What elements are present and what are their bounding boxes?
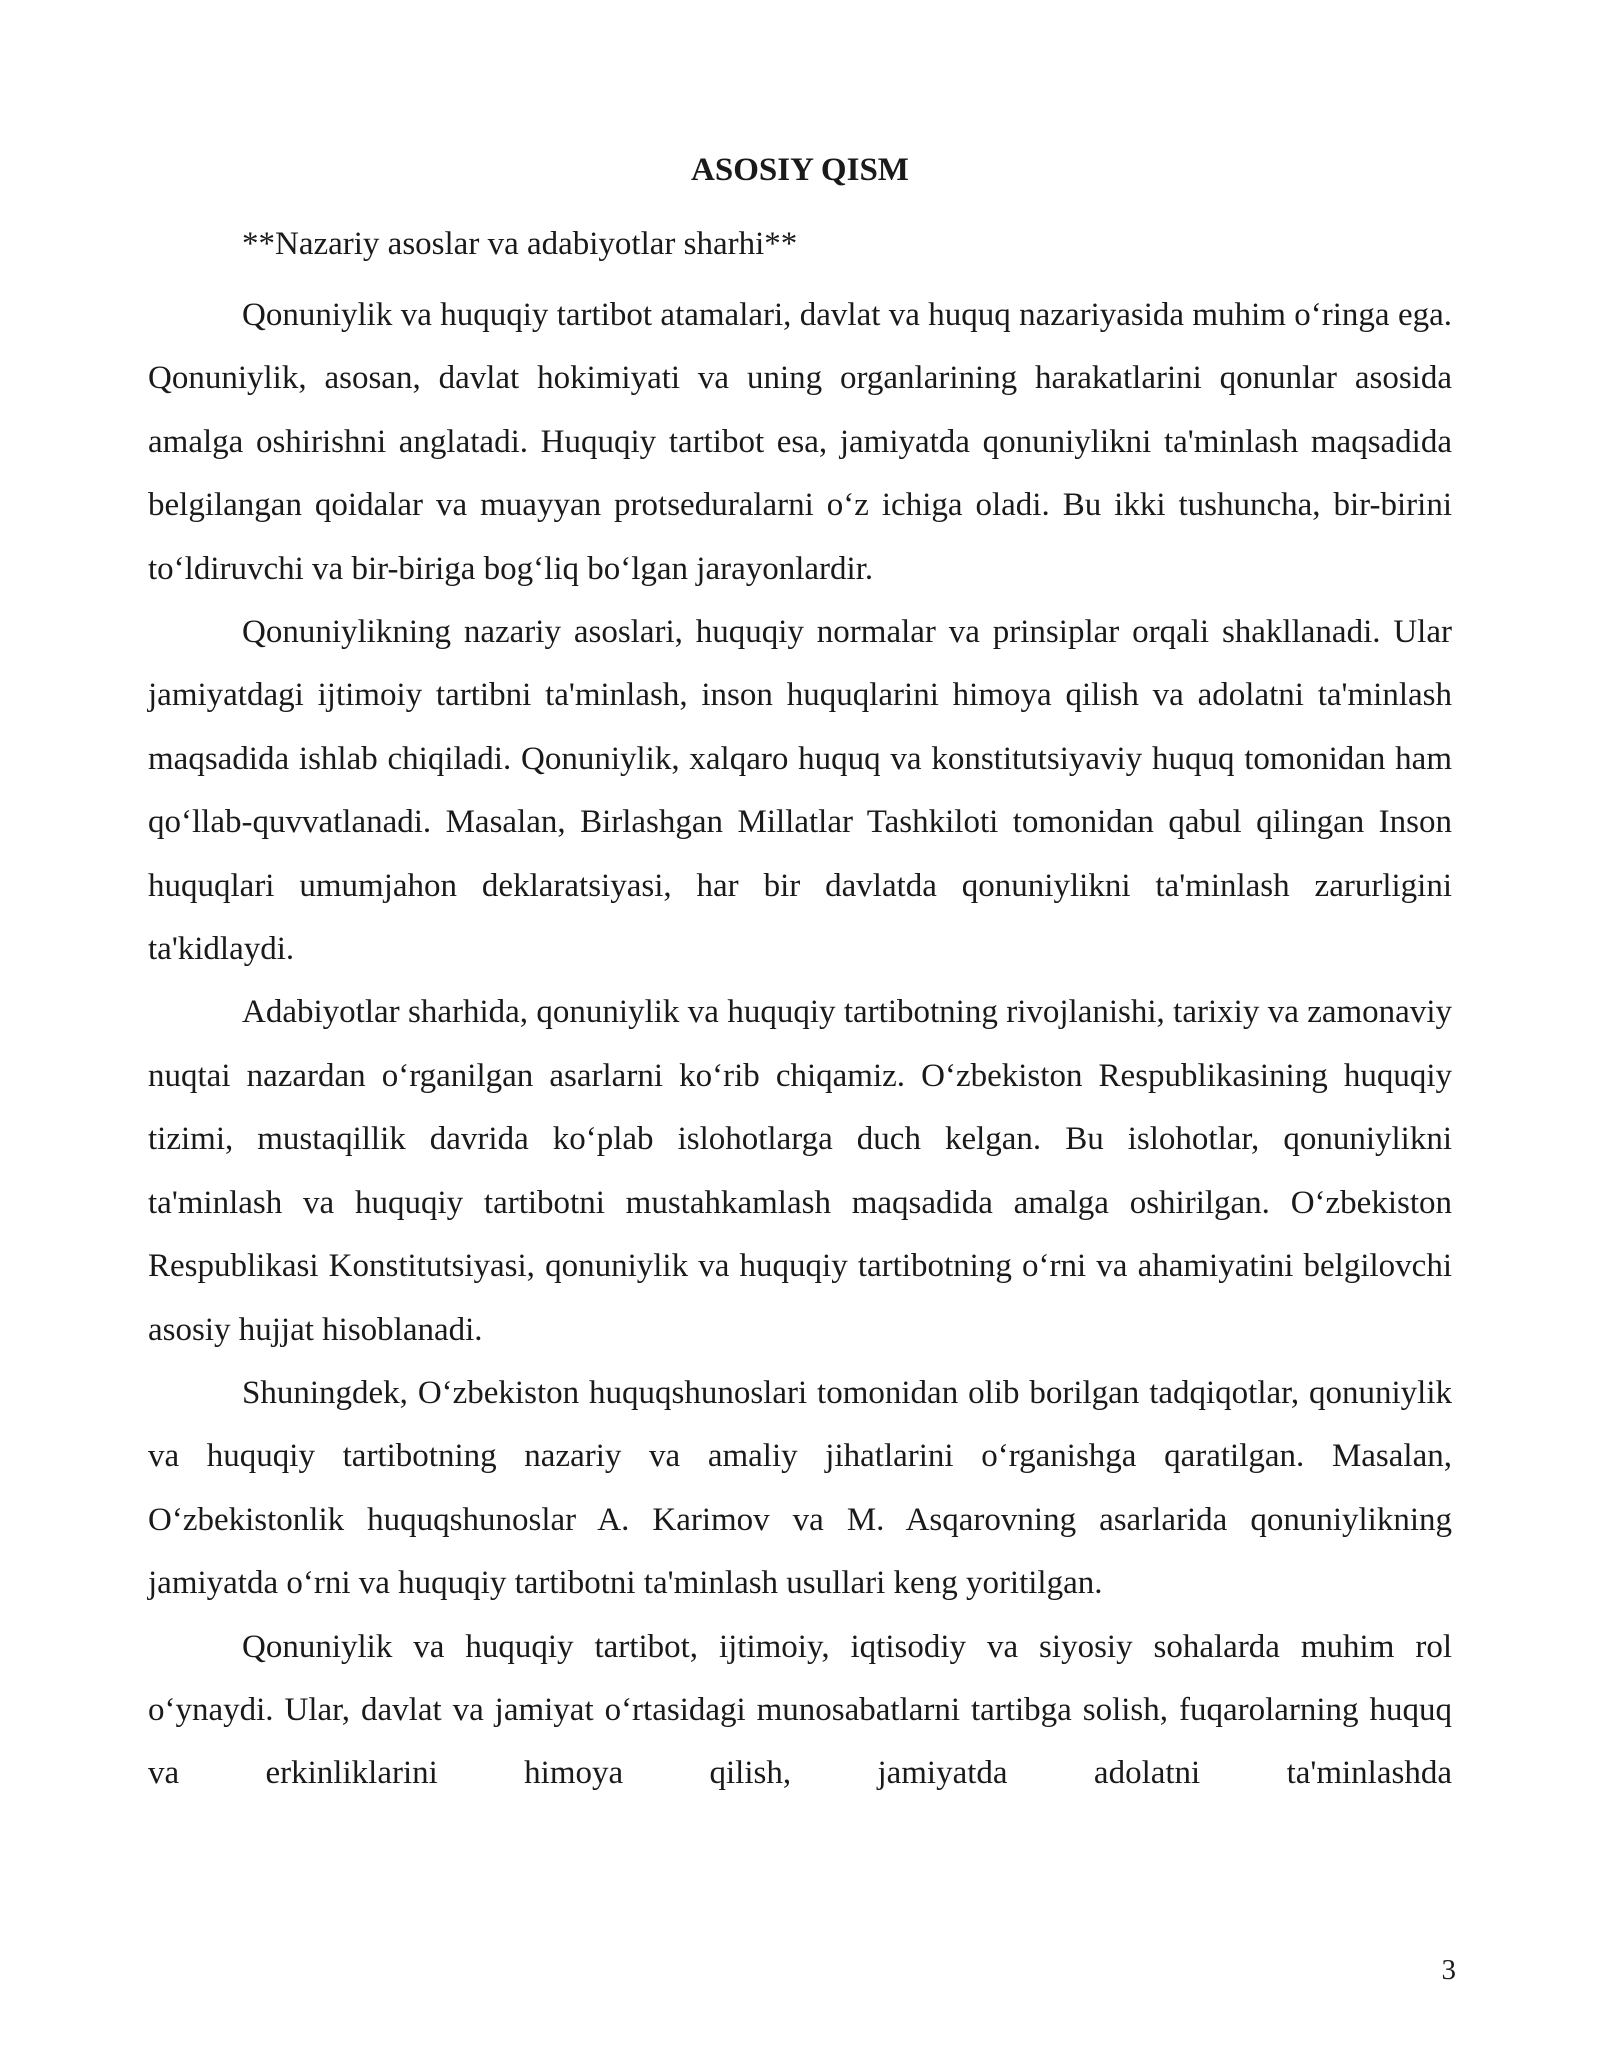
paragraph: Adabiyotlar sharhida, qonuniylik va huquqiy tartibotning rivojlanishi, tarixiy va zamonaviy nuqtai nazardan o‘rganilgan asarlarni ko‘rib chiqamiz. O‘zbekiston Respublikasining huquqiy tizimi, mustaqillik davrida ko‘plab islohotlarga duch kelgan. Bu islohotlar, qonuniylikni ta'minlash va huquqiy tartibotni mustahkamlash maqsadida amalga oshirilgan. O‘zbekiston Respublikasi Konstitutsiyasi, qonuniylik va huquqiy tartibotning o‘rni va ahamiyatini belgilovchi asosiy hujjat hisoblanadi. (148, 994, 1452, 1348)
paragraph: Qonuniylikning nazariy asoslari, huquqiy normalar va prinsiplar orqali shakllanadi. Ular jamiyatdagi ijtimoiy tartibni ta'minlash, inson huquqlarini himoya qilish va adolatni ta'minlash maqsadida ishlab chiqiladi. Qonuniylik, xalqaro huquq va konstitutsiyaviy huquq tomonidan ham qo‘llab-quvvatlanadi. Masalan, Birlashgan Millatlar Tashkiloti tomonidan qabul qilingan Inson huquqlari umumjahon deklaratsiyasi, har bir davlatda qonuniylikni ta'minlash zarurligini ta'kidlaydi. (148, 614, 1452, 968)
paragraph: Qonuniylik va huquqiy tartibot atamalari, davlat va huquq nazariyasida muhim o‘ringa ega. Qonuniylik, asosan, davlat hokimiyati va uning organlarining harakatlarini qonunlar asosida amalga oshirishni anglatadi. Huquqiy tartibot esa, jamiyatda qonuniylikni ta'minlash maqsadida belgilangan qoidalar va muayyan protseduralarni o‘z ichiga oladi. Bu ikki tushuncha, bir-birini to‘ldiruvchi va bir-biriga bog‘liq bo‘lgan jarayonlardir. (148, 297, 1452, 587)
body-text (148, 284, 1452, 1806)
page-number: 3 (1441, 1954, 1456, 1986)
section-subtitle: **Nazariy asoslar va adabiyotlar sharhi** (242, 226, 798, 262)
paragraph: Shuningdek, O‘zbekiston huquqshunoslari tomonidan olib borilgan tadqiqotlar, qonuniylik va huquqiy tartibotning nazariy va amaliy jihatlarini o‘rganishga qaratilgan. Masalan, O‘zbekistonlik huquqshunoslar A. Karimov va M. Asqarovning asarlarida qonuniylikning jamiyatda o‘rni va huquqiy tartibotni ta'minlash usullari keng yoritilgan. (148, 1374, 1452, 1602)
paragraph: Qonuniylik va huquqiy tartibot, ijtimoiy, iqtisodiy va siyosiy sohalarda muhim rol o‘ynaydi. Ular, davlat va jamiyat o‘rtasidagi munosabatlarni tartibga solish, fuqarolarning huquq va erkinliklarini himoya qilish, jamiyatda adolatni ta'minlashda (148, 1628, 1452, 1792)
section-title: ASOSIY QISM (691, 152, 909, 188)
